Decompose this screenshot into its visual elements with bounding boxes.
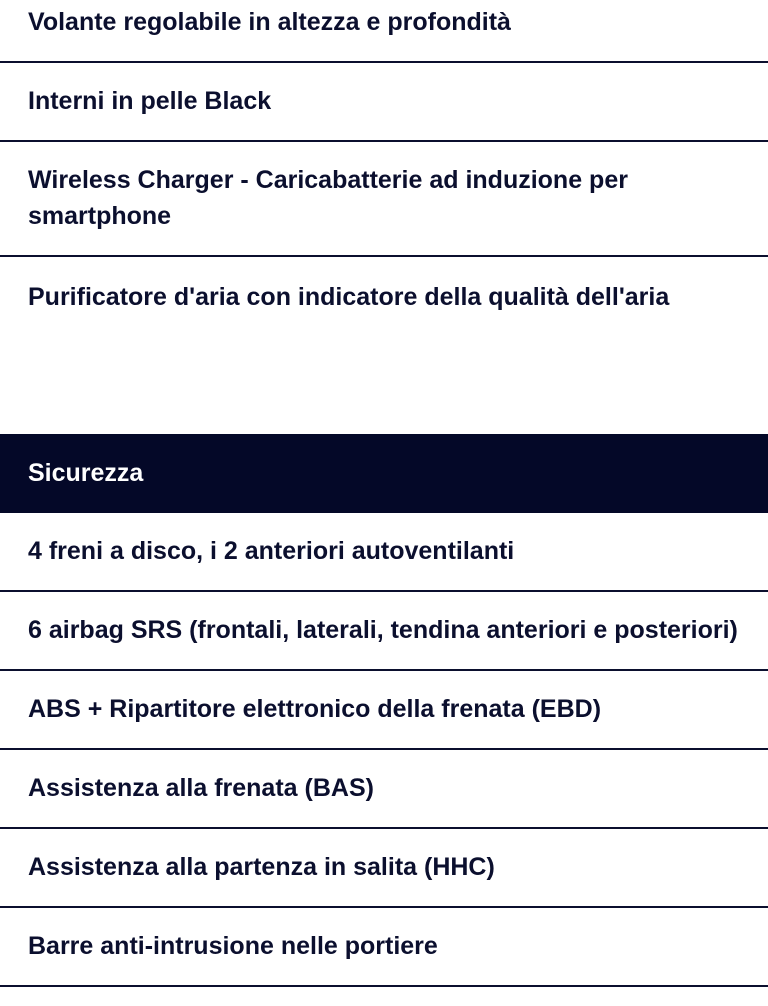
list-item: Purificatore d'aria con indicatore della qualità dell'aria	[28, 283, 670, 311]
list-item: 6 airbag SRS (frontali, laterali, tendina anteriori e posteriori)	[0, 592, 768, 671]
list-item: Assistenza alla partenza in salita (HHC)	[0, 829, 768, 908]
section-header-sicurezza[interactable]: Sicurezza	[0, 434, 768, 513]
list-item: Assistenza alla frenata (BAS)	[0, 750, 768, 829]
list-item: 4 freni a disco, i 2 anteriori autoventilanti	[0, 513, 768, 592]
comfort-feature-list	[0, 0, 768, 434]
list-item: Barre anti-intrusione nelle portiere	[0, 908, 768, 987]
list-item: Wireless Charger - Caricabatterie ad induzione per smartphone	[0, 142, 768, 257]
safety-feature-list	[0, 513, 768, 987]
list-item: ABS + Ripartitore elettronico della frenata (EBD)	[0, 671, 768, 750]
list-item: Interni in pelle Black	[0, 63, 768, 142]
list-item: Volante regolabile in altezza e profondità	[0, 0, 768, 63]
